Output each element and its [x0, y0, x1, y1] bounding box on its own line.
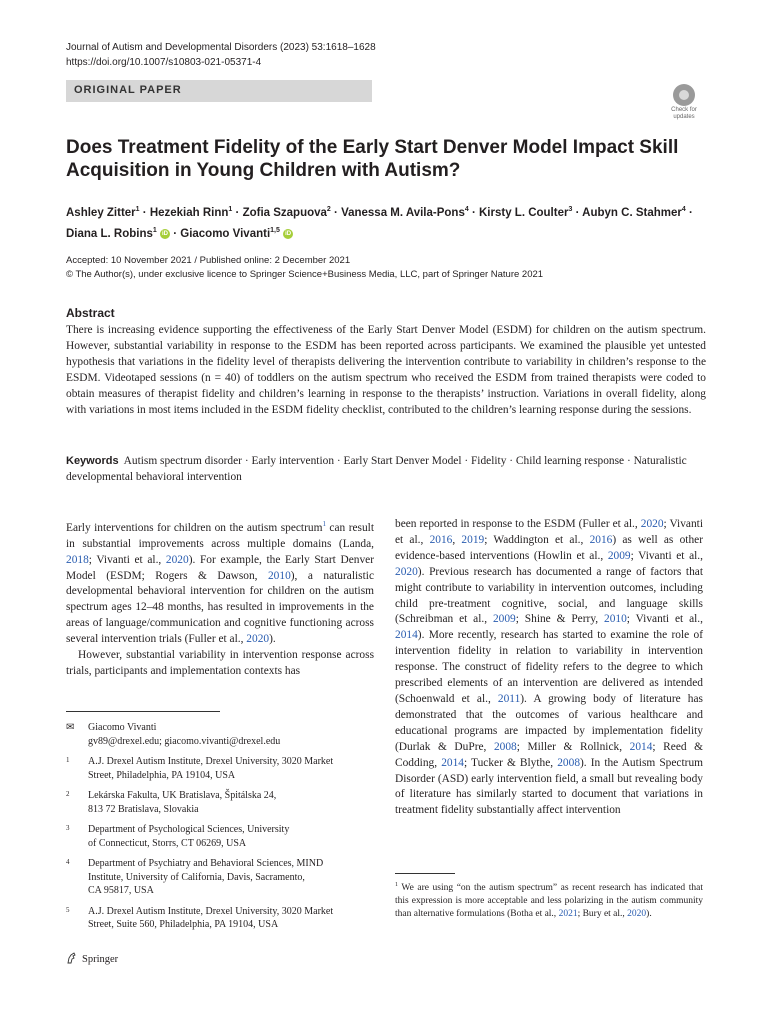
author[interactable]: Aubyn C. Stahmer$^4$: [582, 206, 686, 219]
citation-link[interactable]: 2011: [497, 692, 521, 705]
citation-link[interactable]: 2020: [246, 633, 270, 646]
citation-link[interactable]: 2018: [66, 553, 89, 566]
article-type: ORIGINAL PAPER: [74, 84, 182, 96]
springer-horse-icon: [66, 952, 78, 964]
citation-link[interactable]: 2020: [165, 553, 189, 566]
citation-link[interactable]: 2010: [267, 569, 291, 582]
paragraph: been reported in response to the ESDM (Fuller et al., 2020; Vivanti et al., 2016, 2019; Waddington et al., 2016) as well as other evidence-based interventions (Howlin et al., 2009; Vivanti et al., 2020). Previous research has documented a range of factors that might contribute to variability in intervention outcomes, including child pre-treatment cognitive, social, and language skills (Schreibman et al., 2009; Shine & Perry, 2010; Vivanti et al., 2014). More recently, research has started to examine the role of intervention fidelity in relation to variability in intervention response. The construct of fidelity refers to the degree to which prescribed elements of an intervention are delivered as intended (Schoenwald et al., 2011). A growing body of literature has demonstrated that the outcomes of various healthcare and educational programs are impacted by implementation fidelity (Durlak & DuPre, 2008; Miller & Rollnick, 2014; Reed & Codding, 2014; Tucker & Blythe, 2008). In the Autism Spectrum Disorder (ASD) early intervention field, a small but revealing body of literature has similarly started to document that variations in treatment fidelity substantially affect intervention: [395, 518, 704, 817]
journal-header: [66, 40, 376, 70]
check-updates-icon: [673, 84, 695, 106]
citation-link[interactable]: 2016: [589, 533, 613, 546]
footnote-divider: [395, 873, 455, 874]
citation-link[interactable]: 2008: [493, 740, 517, 753]
correspondence-email[interactable]: gv89@drexel.edu; giacomo.vivanti@drexel.edu: [88, 735, 281, 747]
citation-link[interactable]: 2019: [461, 533, 485, 546]
paper-title: Does Treatment Fidelity of the Early Start Denver Model Impact Skill Acquisition in Young Children with Autism?: [66, 137, 679, 181]
footnote-divider: [66, 711, 220, 712]
abstract-text: There is increasing evidence supporting the effectiveness of the Early Start Denver Model (ESDM) for children on the autism spectrum. However, substantial variability in response to the ESDM has been reported across participants. We examined the plausible yet untested hypothesis that variations in the fidelity level of therapists delivering the intervention contribute to variability in children’s response to the ESDM. Videotaped sessions (n = 40) of toddlers on the autism spectrum who received the ESDM from trained therapists were coded to obtain measures of therapist fidelity and children’s learning in response to the therapists’ instruction. Variations in overall fidelity, along with variations in most items included in the ESDM fidelity checklist, contributed to the children’s learning response during the sessions.: [66, 324, 706, 416]
footnote: $^1$ We are using “on the autism spectrum” as recent research has indicated that this expression is more acceptable and less polarizing in the autism community than alternative formulations (Botha et al., 2021; Bury et al., 2020).: [395, 882, 703, 920]
citation-link[interactable]: 2016: [429, 533, 453, 546]
citation-link[interactable]: 2020: [627, 909, 647, 920]
correspondence: [66, 721, 366, 748]
citation-link[interactable]: 2010: [604, 613, 627, 626]
affiliation: 3 Department of Psychological Sciences, University of Connecticut, Storrs, CT 06269, USA: [66, 824, 290, 849]
correspondence-name: Giacomo Vivanti: [88, 722, 157, 733]
publisher-name: Springer: [82, 954, 119, 965]
affiliation: 5 A.J. Drexel Autism Institute, Drexel University, 3020 Market Street, Suite 560, Philadelphia, PA 19104, USA: [66, 905, 334, 930]
publisher-footer: [66, 952, 118, 965]
updates-text-1: Check for: [671, 107, 697, 113]
citation-link[interactable]: 2014: [629, 740, 653, 753]
paragraph: However, substantial variability in intervention response across trials, participants and implementation contexts has: [66, 649, 374, 677]
author[interactable]: Diana L. Robins$^1$: [66, 226, 157, 240]
author[interactable]: Giacomo Vivanti$^{1,5}$: [180, 226, 280, 240]
citation-link[interactable]: 2009: [492, 613, 516, 626]
author[interactable]: Zofia Szapuova$^2$: [242, 206, 331, 219]
citation-link[interactable]: 2008: [557, 756, 581, 769]
orcid-icon[interactable]: iD: [162, 230, 169, 237]
envelope-icon: ✉: [66, 722, 75, 733]
author-list: Ashley Zitter$^1$ · Hezekiah Rinn$^1$ · Zofia Szapuova$^2$ · Vanessa M. Avila-Pons$^4$ · Kirsty L. Coulter$^3$ · Aubyn C. Stahmer$^4$ · Diana L. Robins$^1$ iD · Giacomo Vivanti$^{1,5}$ iD: [66, 206, 693, 240]
citation-link[interactable]: 2014: [441, 756, 464, 769]
affiliation: 2 Lekárska Fakulta, UK Bratislava, Špitálska 24, 813 72 Bratislava, Slovakia: [66, 790, 277, 815]
publication-dates: [66, 254, 543, 282]
abstract-heading: Abstract: [66, 306, 115, 320]
updates-text-2: updates: [673, 114, 695, 120]
journal-citation: Journal of Autism and Developmental Disorders (2023) 53:1618–1628: [66, 42, 376, 53]
footnote-ref[interactable]: 1: [322, 520, 326, 528]
body-column-left: [66, 517, 374, 680]
article-type-banner: [66, 80, 372, 102]
orcid-icon[interactable]: iD: [285, 230, 292, 237]
dates-line: Accepted: 10 November 2021 / Published online: 2 December 2021: [66, 255, 351, 266]
affiliation: 4 Department of Psychiatry and Behavioral Sciences, MIND Institute, University of California, Davis, Sacramento, CA 95817, USA: [66, 858, 324, 896]
keywords-label: Keywords: [66, 455, 119, 467]
paragraph: Early interventions for children on the autism spectrum$^1$ can result in substantial improvements across multiple domains (Landa, 2018; Vivanti et al., 2020). For example, the Early Start Denver Model (ESDM; Rogers & Dawson, 2010), a naturalistic developmental behavioral intervention for children on the autism spectrum ages 12–48 months, has resulted in improvements in the areas of language/communication and cognitive functioning across several intervention trials (Fuller et al., 2020).: [66, 520, 375, 646]
check-for-updates-badge[interactable]: [664, 84, 704, 124]
author[interactable]: Kirsty L. Coulter$^3$: [479, 206, 573, 219]
copyright-line: © The Author(s), under exclusive licence to Springer Science+Business Media, LLC, part of Springer Nature 2021: [66, 269, 544, 280]
citation-link[interactable]: 2020: [395, 565, 418, 578]
keywords-list: Autism spectrum disorder · Early intervention · Early Start Denver Model · Fidelity · Child learning response · Naturalistic developmental behavioral intervention: [66, 455, 687, 483]
citation-link[interactable]: 2014: [395, 629, 418, 642]
body-column-right: [395, 517, 703, 819]
doi-link[interactable]: https://doi.org/10.1007/s10803-021-05371-4: [66, 57, 262, 68]
citation-link[interactable]: 2020: [640, 518, 664, 530]
author[interactable]: Ashley Zitter$^1$: [66, 206, 140, 219]
author[interactable]: Vanessa M. Avila-Pons$^4$: [341, 206, 469, 219]
affiliations: [66, 721, 366, 939]
keywords: [66, 453, 706, 485]
citation-link[interactable]: 2021: [558, 909, 578, 920]
author[interactable]: Hezekiah Rinn$^1$: [149, 206, 233, 219]
citation-link[interactable]: 2009: [607, 549, 631, 562]
affiliation: 1 A.J. Drexel Autism Institute, Drexel University, 3020 Market Street, Philadelphia, PA 19104, USA: [66, 756, 334, 781]
